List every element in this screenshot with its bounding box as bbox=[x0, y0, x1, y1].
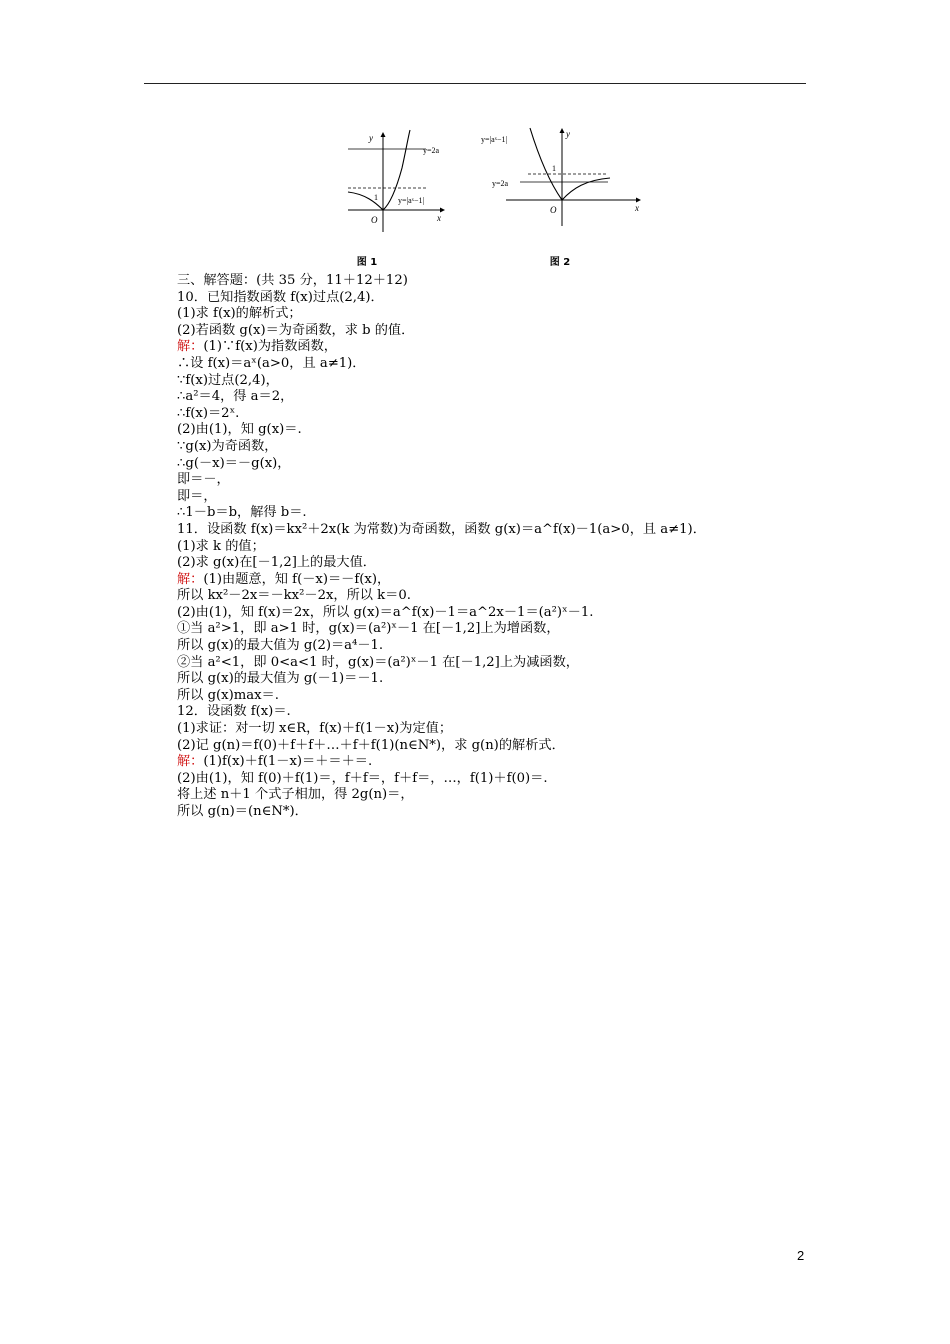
answer-prefix: 解： bbox=[177, 571, 204, 587]
line-2a-label: y=2a bbox=[423, 146, 440, 155]
x-axis-arrow-icon bbox=[440, 208, 445, 213]
line-text: (2)由(1)，知 f(x)＝2x，所以 g(x)＝a^f(x)－1＝a^2x－1＝(a²)ˣ－1. bbox=[177, 604, 594, 620]
x-axis-label: x bbox=[635, 203, 639, 213]
line-text: (2)若函数 g(x)＝为奇函数，求 b 的值． bbox=[177, 322, 415, 338]
origin-label: O bbox=[371, 215, 378, 225]
figure-1 bbox=[340, 128, 460, 236]
text-line bbox=[177, 754, 817, 771]
line-text: ∴f(x)＝2ˣ. bbox=[177, 405, 240, 421]
text-line bbox=[177, 721, 817, 738]
line-text: (1)∵f(x)为指数函数， bbox=[203, 339, 337, 355]
answer-prefix: 解： bbox=[177, 754, 204, 770]
line-text: 12．设函数 f(x)＝. bbox=[177, 704, 291, 720]
figure-2-graph bbox=[478, 124, 648, 234]
text-line bbox=[177, 373, 817, 390]
line-text: 将上述 n＋1 个式子相加，得 2g(n)＝， bbox=[177, 787, 414, 803]
figure-1-graph bbox=[340, 128, 460, 236]
text-line bbox=[177, 356, 817, 373]
line-text: 10．已知指数函数 f(x)过点(2,4)． bbox=[177, 289, 384, 305]
y-axis-arrow-icon bbox=[560, 128, 565, 133]
line-text: ∴g(－x)＝－g(x)， bbox=[177, 455, 291, 471]
line-text: (2)记 g(n)＝f(0)＋f＋f＋…＋f＋f(1)(n∈N*)，求 g(n)的解析式． bbox=[177, 737, 565, 753]
line-text: 所以 g(x)max＝. bbox=[177, 687, 279, 703]
line-2a-label: y=2a bbox=[492, 179, 509, 188]
page-number: 2 bbox=[797, 1248, 805, 1263]
line-text: ∵g(x)为奇函数， bbox=[177, 438, 278, 454]
level-1-label: 1 bbox=[374, 193, 378, 202]
line-text: ①当 a²>1，即 a>1 时，g(x)＝(a²)ˣ－1 在[－1,2]上为增函数， bbox=[177, 621, 560, 637]
origin-label: O bbox=[550, 205, 557, 215]
line-text: (1)由题意，知 f(－x)＝－f(x)， bbox=[203, 571, 391, 587]
header-rule bbox=[144, 83, 806, 84]
text-line bbox=[177, 671, 817, 688]
line-text: (1)求证：对一切 x∈R，f(x)＋f(1－x)为定值； bbox=[177, 721, 453, 737]
line-text: 即＝， bbox=[177, 488, 217, 504]
text-line bbox=[177, 456, 817, 473]
text-line bbox=[177, 621, 817, 638]
text-line bbox=[177, 539, 817, 556]
line-text: (1)f(x)＋f(1－x)＝＋＝＋＝. bbox=[203, 754, 373, 770]
line-text: 所以 g(n)＝(n∈N*)． bbox=[177, 804, 308, 819]
line-text: 所以 kx²－2x＝－kx²－2x，所以 k＝0. bbox=[177, 588, 411, 604]
line-text: (2)求 g(x)在[－1,2]上的最大值． bbox=[177, 555, 376, 571]
figure-2 bbox=[478, 124, 648, 234]
x-axis-arrow-icon bbox=[636, 198, 641, 203]
line-text: (2)由(1)，知 f(0)＋f(1)＝，f＋f＝，f＋f＝，…，f(1)＋f(0)＝. bbox=[177, 770, 548, 786]
text-line bbox=[177, 704, 817, 721]
y-axis-label: y bbox=[566, 129, 570, 139]
line-text: (1)求 k 的值； bbox=[177, 538, 265, 554]
line-text: ∴设 f(x)＝aˣ(a>0，且 a≠1)． bbox=[177, 355, 366, 371]
curve-abs-ax-minus-1 bbox=[530, 128, 610, 200]
y-axis-label: y bbox=[369, 133, 373, 143]
text-line bbox=[177, 771, 817, 788]
text-line bbox=[177, 389, 817, 406]
text-line bbox=[177, 273, 817, 290]
x-axis-label: x bbox=[437, 213, 441, 223]
text-line bbox=[177, 522, 817, 539]
text-line bbox=[177, 406, 817, 423]
text-line bbox=[177, 290, 817, 307]
curve-label: y=|aˣ−1| bbox=[398, 196, 425, 205]
text-line bbox=[177, 489, 817, 506]
y-axis-arrow-icon bbox=[381, 132, 386, 137]
solution-text bbox=[177, 273, 817, 821]
text-line bbox=[177, 588, 817, 605]
text-line bbox=[177, 422, 817, 439]
text-line bbox=[177, 572, 817, 589]
line-text: 11．设函数 f(x)＝kx²＋2x(k 为常数)为奇函数，函数 g(x)＝a^f(x)－1(a>0，且 a≠1)． bbox=[177, 521, 706, 537]
text-line bbox=[177, 738, 817, 755]
text-line bbox=[177, 306, 817, 323]
text-line bbox=[177, 439, 817, 456]
text-line bbox=[177, 804, 817, 821]
text-line bbox=[177, 787, 817, 804]
line-text: (1)求 f(x)的解析式； bbox=[177, 306, 302, 322]
text-line bbox=[177, 688, 817, 705]
answer-prefix: 解： bbox=[177, 339, 204, 355]
line-text: ②当 a²<1，即 0<a<1 时，g(x)＝(a²)ˣ－1 在[－1,2]上为减函数， bbox=[177, 654, 579, 670]
text-line bbox=[177, 605, 817, 622]
line-text: 即＝－， bbox=[177, 472, 230, 488]
line-text: ∴1－b＝b，解得 b＝. bbox=[177, 505, 307, 521]
figure-2-caption: 图 2 bbox=[549, 257, 571, 268]
text-line bbox=[177, 323, 817, 340]
line-text: 三、解答题：(共 35 分，11＋12＋12) bbox=[177, 273, 408, 288]
line-text: (2)由(1)，知 g(x)＝. bbox=[177, 422, 302, 438]
level-1-label: 1 bbox=[552, 164, 556, 173]
line-text: ∵f(x)过点(2,4)， bbox=[177, 372, 279, 388]
text-line bbox=[177, 638, 817, 655]
line-text: ∴a²＝4，得 a＝2， bbox=[177, 389, 294, 405]
line-text: 所以 g(x)的最大值为 g(－1)＝－1. bbox=[177, 671, 384, 687]
text-line bbox=[177, 339, 817, 356]
text-line bbox=[177, 472, 817, 489]
figure-1-caption: 图 1 bbox=[356, 257, 378, 268]
text-line bbox=[177, 505, 817, 522]
line-text: 所以 g(x)的最大值为 g(2)＝a⁴－1. bbox=[177, 638, 384, 654]
text-line bbox=[177, 555, 817, 572]
curve-label: y=|aˣ−1| bbox=[481, 135, 508, 144]
text-line bbox=[177, 655, 817, 672]
